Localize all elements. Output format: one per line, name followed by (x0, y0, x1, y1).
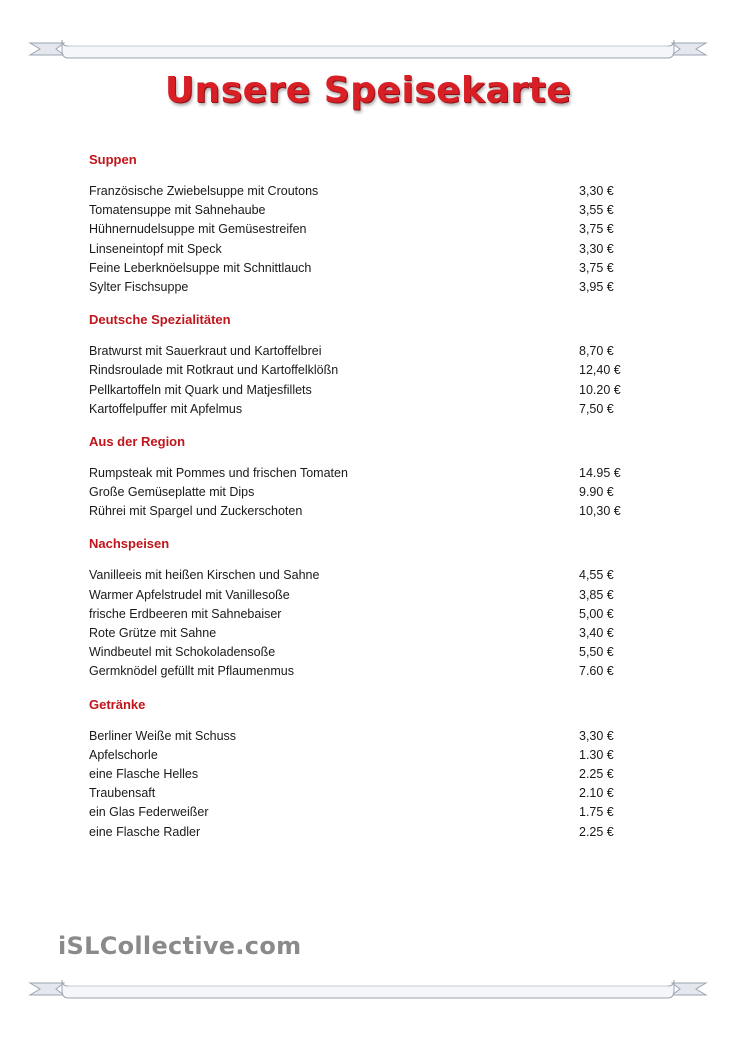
ribbon-banner-bottom (28, 976, 708, 1002)
menu-item-price: 14.95 € (579, 465, 621, 480)
menu-item-name: Berliner Weiße mit Schuss (89, 728, 237, 743)
menu-list (89, 150, 629, 855)
menu-item-name: Traubensaft (89, 786, 156, 801)
menu-item-name: Germknödel gefüllt mit Pflaumenmus (89, 664, 294, 679)
menu-item (89, 803, 629, 822)
menu-item (89, 220, 629, 239)
menu-item-name: Linseneintopf mit Speck (89, 241, 222, 256)
watermark: iSLCollective.com (58, 932, 302, 960)
menu-item-price: 5,50 € (579, 645, 614, 660)
menu-item-name: Apfelschorle (89, 747, 158, 762)
ribbon-banner-top (28, 36, 708, 62)
menu-item (89, 381, 629, 400)
menu-item-price: 1.30 € (579, 747, 614, 762)
menu-item-name: Tomatensuppe mit Sahnehaube (89, 203, 266, 218)
menu-item-name: Warmer Apfelstrudel mit Vanillesoße (89, 587, 290, 602)
section-title: Aus der Region (89, 433, 186, 449)
section-title: Deutsche Spezialitäten (89, 312, 231, 328)
section-title: Nachspeisen (89, 536, 170, 552)
menu-item (89, 765, 629, 784)
menu-item-name: Rumpsteak mit Pommes und frischen Tomaten (89, 465, 348, 480)
menu-item (89, 361, 629, 380)
menu-item-price: 3,40 € (579, 626, 614, 640)
menu-item (89, 586, 629, 605)
menu-item (89, 643, 629, 662)
menu-item-name: ein Glas Federweißer (89, 805, 209, 820)
section-title: Getränke (89, 696, 146, 712)
menu-item (89, 259, 629, 278)
menu-item (89, 278, 629, 297)
menu-item-name: Kartoffelpuffer mit Apfelmus (89, 401, 243, 416)
menu-item-name: Feine Leberknöelsuppe mit Schnittlauch (89, 260, 312, 275)
menu-item-price: 7,50 € (579, 401, 614, 416)
menu-item-name: Windbeutel mit Schokoladensoße (89, 645, 276, 660)
menu-item-price: 9.90 € (579, 485, 614, 500)
menu-item-price: 3,30 € (579, 241, 614, 256)
menu-item-price: 2.10 € (579, 786, 614, 801)
menu-item-price: 8,70 € (579, 344, 614, 359)
menu-item (89, 502, 629, 521)
menu-section (89, 310, 629, 419)
menu-item-name: Sylter Fischsuppe (89, 279, 189, 294)
menu-item-name: Bratwurst mit Sauerkraut und Kartoffelbrei (89, 344, 322, 359)
menu-item-name: Französische Zwiebelsuppe mit Croutons (89, 184, 319, 198)
menu-item (89, 662, 629, 681)
menu-item-price: 2.25 € (579, 766, 614, 781)
menu-item (89, 400, 629, 419)
menu-item-price: 3,75 € (579, 260, 614, 275)
menu-item-price: 7.60 € (579, 664, 614, 679)
menu-item (89, 746, 629, 765)
menu-item (89, 784, 629, 803)
menu-item-price: 1.75 € (579, 805, 614, 820)
menu-item-price: 12,40 € (579, 363, 621, 378)
menu-item (89, 201, 629, 220)
menu-item-price: 5,00 € (579, 606, 614, 621)
menu-item-name: eine Flasche Radler (89, 824, 201, 839)
menu-item-price: 4,55 € (579, 568, 614, 583)
menu-item-name: Rindsroulade mit Rotkraut und Kartoffelklößn (89, 363, 339, 378)
menu-item (89, 566, 629, 585)
menu-item-name: Rote Grütze mit Sahne (89, 626, 217, 640)
menu-item-name: Vanilleeis mit heißen Kirschen und Sahne (89, 568, 320, 583)
menu-item (89, 823, 629, 842)
menu-item (89, 727, 629, 746)
menu-item-price: 2.25 € (579, 824, 614, 839)
menu-item-name: Pellkartoffeln mit Quark und Matjesfillets (89, 382, 312, 397)
menu-section (89, 150, 629, 297)
menu-item (89, 605, 629, 624)
menu-section (89, 534, 629, 681)
menu-item-price: 10.20 € (579, 382, 621, 397)
menu-item-name: Rührei mit Spargel und Zuckerschoten (89, 504, 303, 519)
menu-item-name: frische Erdbeeren mit Sahnebaiser (89, 606, 282, 621)
menu-item-price: 3,85 € (579, 587, 614, 602)
menu-item-price: 3,30 € (579, 184, 614, 198)
menu-item-name: eine Flasche Helles (89, 766, 199, 781)
menu-item-name: Hühnernudelsuppe mit Gemüsestreifen (89, 222, 307, 237)
menu-item (89, 182, 629, 201)
menu-item-price: 3,30 € (579, 728, 614, 743)
menu-item (89, 483, 629, 502)
menu-item (89, 342, 629, 361)
menu-item-name: Große Gemüseplatte mit Dips (89, 485, 255, 500)
menu-item (89, 624, 629, 643)
menu-item (89, 464, 629, 483)
menu-item-price: 10,30 € (579, 504, 621, 519)
menu-item-price: 3,75 € (579, 222, 614, 237)
menu-item-price: 3,55 € (579, 203, 614, 218)
menu-section (89, 695, 629, 842)
menu-section (89, 432, 629, 522)
menu-item-price: 3,95 € (579, 279, 614, 294)
page-title: Unsere Speisekarte (164, 70, 572, 111)
section-title: Suppen (89, 152, 137, 167)
menu-item (89, 240, 629, 259)
